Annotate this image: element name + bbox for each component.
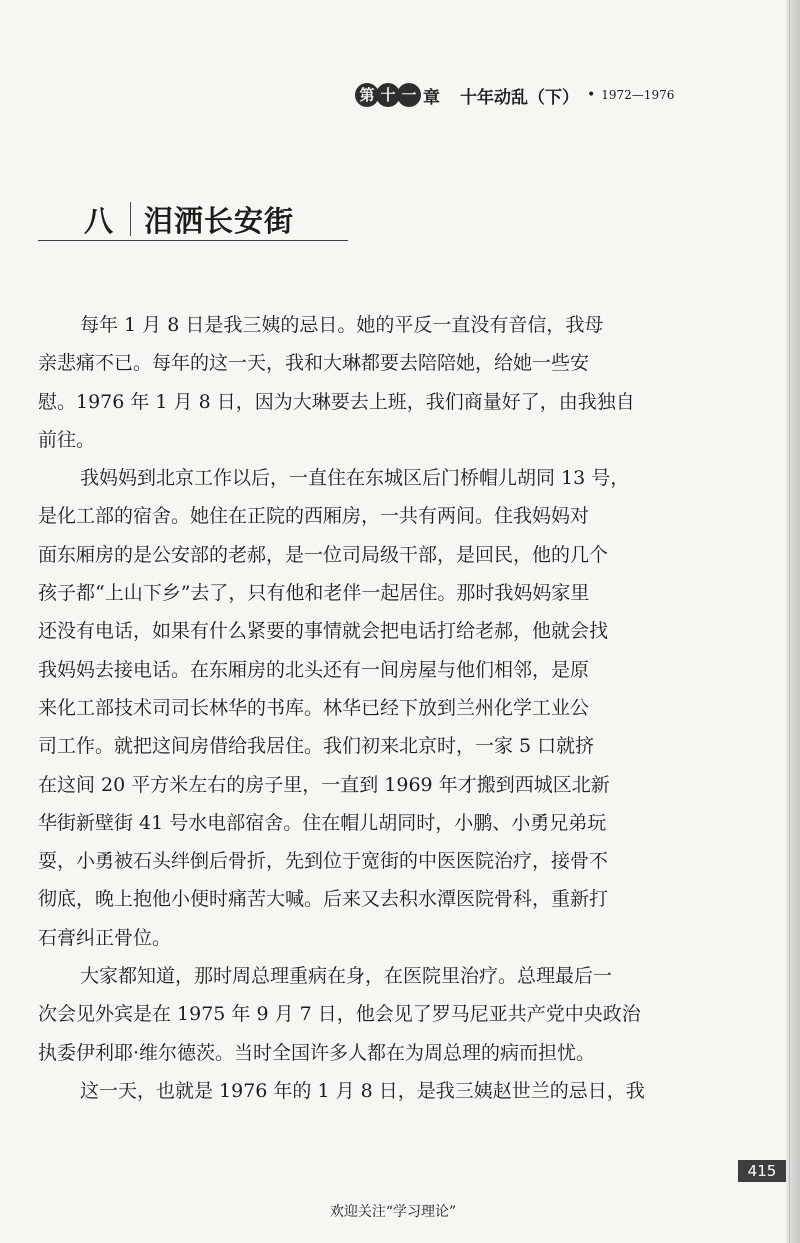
page-number: 415 — [738, 1160, 786, 1182]
paragraph-line: 亲悲痛不已。每年的这一天，我和大琳都要去陪陪她，给她一些安 — [38, 352, 590, 375]
paragraph-line: 执委伊利耶·维尔德茨。当时全国许多人都在为周总理的病而担忧。 — [38, 1041, 596, 1064]
paragraph-line: 这一天，也就是 1976 年的 1 月 8 日，是我三姨赵世兰的忌日，我 — [80, 1079, 645, 1102]
paragraph-line: 来化工部技术司司长林华的书库。林华已经下放到兰州化学工业公 — [38, 696, 590, 719]
paragraph-line: 慰。1976 年 1 月 8 日，因为大琳要去上班，我们商量好了，由我独自 — [38, 390, 635, 413]
footer-note: 欢迎关注“学习理论” — [329, 1204, 457, 1220]
paragraph-line: 司工作。就把这间房借给我居住。我们初来北京时，一家 5 口就挤 — [38, 735, 595, 758]
section-underline — [38, 240, 348, 241]
paragraph-line: 大家都知道，那时周总理重病在身，在医院里治疗。总理最后一 — [80, 965, 613, 988]
paragraph-line: 前往。 — [38, 428, 96, 451]
paragraph — [38, 957, 690, 1072]
running-header-title: 十年动乱（下） — [460, 87, 579, 108]
chapter-badge-char: 十 — [376, 83, 400, 107]
running-header-years: 1972—1976 — [601, 88, 675, 102]
paragraph-line: 彻底，晚上抱他小便时痛苦大喊。后来又去积水潭医院骨科，重新打 — [38, 888, 609, 911]
paragraph-line: 面东厢房的是公安部的老郝，是一位司局级干部，是回民，他的几个 — [38, 543, 609, 566]
paragraph-line: 我妈妈到北京工作以后，一直住在东城区后门桥帽儿胡同 13 号， — [80, 467, 630, 490]
paragraph-line: 石膏纠正骨位。 — [38, 926, 172, 949]
chapter-badge — [355, 83, 440, 108]
paragraph-line: 华街新壁街 41 号水电部宿舍。住在帽儿胡同时，小鹏、小勇兄弟玩 — [38, 811, 607, 834]
paragraph — [38, 1072, 690, 1110]
section-title: 泪洒长安街 — [144, 203, 295, 238]
running-header-bullet: • — [587, 87, 596, 103]
paragraph-line: 我妈妈去接电话。在东厢房的北头还有一间房屋与他们相邻，是原 — [38, 658, 590, 681]
chapter-badge-end: 章 — [423, 87, 440, 108]
book-binding-line — [789, 0, 790, 1243]
paragraph-line: 是化工部的宿舍。她住在正院的西厢房，一共有两间。住我妈妈对 — [38, 505, 590, 528]
body-text — [38, 306, 690, 1146]
paragraph-line: 耍，小勇被石头绊倒后骨折，先到位于宽街的中医医院治疗，接骨不 — [38, 850, 609, 873]
paragraph — [38, 306, 690, 459]
chapter-badge-char: 一 — [397, 83, 421, 107]
section-number: 八 — [84, 203, 114, 238]
paragraph — [38, 459, 690, 957]
paragraph-line: 次会见外宾是在 1975 年 9 月 7 日，他会见了罗马尼亚共产党中央政治 — [38, 1003, 641, 1026]
section-heading — [84, 196, 294, 242]
paragraph-line: 在这间 20 平方米左右的房子里，一直到 1969 年才搬到西城区北新 — [38, 773, 610, 796]
paragraph-line: 孩子都“上山下乡”去了，只有他和老伴一起居住。那时我妈妈家里 — [38, 582, 590, 605]
running-header — [355, 82, 705, 108]
chapter-badge-char: 第 — [355, 83, 379, 107]
paragraph-line: 还没有电话，如果有什么紧要的事情就会把电话打给老郝，他就会找 — [38, 620, 609, 643]
paragraph-line: 每年 1 月 8 日是我三姨的忌日。她的平反一直没有音信，我母 — [80, 314, 604, 336]
section-divider — [130, 202, 131, 236]
